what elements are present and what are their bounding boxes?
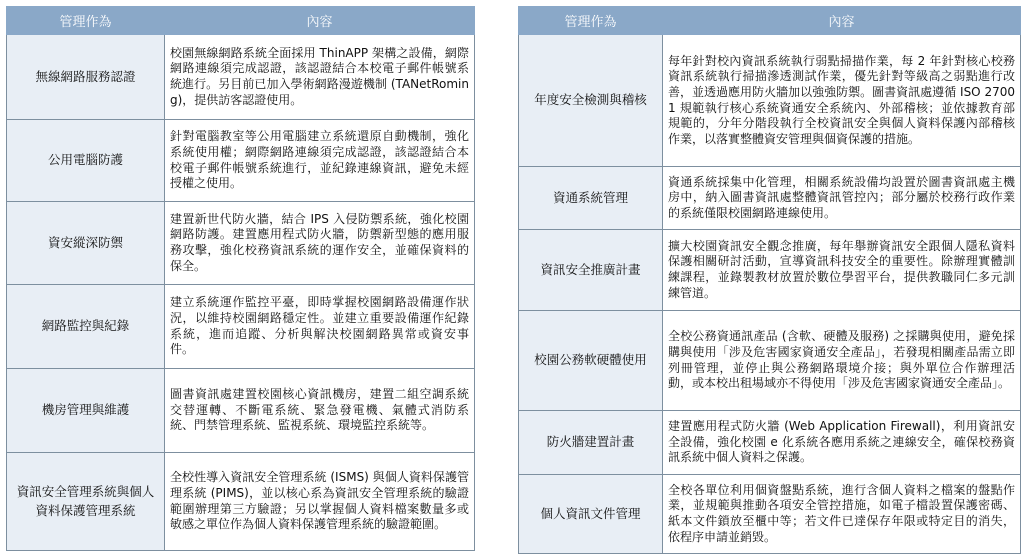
table-row [7,369,475,453]
row-content: 全校各單位利用個資盤點系統，進行含個人資料之檔案的盤點作業，並規範與推動各項安全管控措施，如電子檔設置保護密碼、紙本文件鎖放至櫃中等；若文件已達保存年限或特定目的消失，依程序申請並銷毀。 [663,475,1021,554]
header-content: 內容 [663,7,1021,35]
row-content: 建置應用程式防火牆 (Web Application Firewall)，利用資訊安全設備，強化校園 e 化系統各應用系統之連線安全，確保校務資訊系統中個人資料之保護。 [663,411,1021,475]
table-row [519,411,1021,475]
row-item: 無線網路服務認證 [7,35,165,120]
row-item: 防火牆建置計畫 [519,411,663,475]
table-header-row [519,7,1021,35]
table-row [7,120,475,202]
row-content: 全校性導入資訊安全管理系統 (ISMS) 與個人資料保護管理系統 (PIMS)，並以核心系為資訊安全管理系統的驗證範圍辦理第三方驗證；另以掌握個人資料檔案數量多或敏感之單位作為個人資料保護管理系統的驗證範圍。 [165,453,475,551]
row-item: 資通系統管理 [519,167,663,230]
row-content: 建置新世代防火牆，結合 IPS 入侵防禦系統，強化校園網路防護。建置應用程式防火牆，防禦新型態的應用服務攻擊，強化校務資訊系統的運作安全，並確保資料的保全。 [165,202,475,285]
row-item: 年度安全檢測與稽核 [519,35,663,167]
header-item: 管理作為 [7,7,165,35]
row-content: 建立系統運作監控平臺，即時掌握校園網路設備運作狀況，以維持校園網路穩定性。並建立重要設備運作紀錄系統，進而追蹤、分析與解決校園網路異常或資安事件。 [165,285,475,369]
row-item: 機房管理與維護 [7,369,165,453]
row-item: 網路監控與紀錄 [7,285,165,369]
table-row [7,453,475,551]
table-row [519,311,1021,411]
table-header-row [7,7,475,35]
table-row [7,285,475,369]
row-item: 公用電腦防護 [7,120,165,202]
left-management-table [6,6,475,551]
table-row [519,167,1021,230]
row-item: 校園公務軟硬體使用 [519,311,663,411]
table-row [519,35,1021,167]
right-management-table [518,6,1021,554]
header-content: 內容 [165,7,475,35]
row-content: 資通系統採集中化管理，相關系統設備均設置於圖書資訊處主機房中，納入圖書資訊處整體資訊管控內；部分屬於校務行政作業的系統僅限校園網路連線使用。 [663,167,1021,230]
row-item: 資訊安全管理系統與個人資料保護管理系統 [7,453,165,551]
header-item: 管理作為 [519,7,663,35]
row-content: 圖書資訊處建置校園核心資訊機房，建置二組空調系統交替運轉、不斷電系統、緊急發電機、氣體式消防系統、門禁管理系統、監視系統、環境監控系統等。 [165,369,475,453]
row-content: 每年針對校內資訊系統執行弱點掃描作業，每 2 年針對核心校務資訊系統執行掃描滲透測試作業，優先針對等級高之弱點進行改善，並透過應用防火牆加以強強防禦。圖書資訊處遵循 ISO 27001 規範執行核心系統資通安全系統內、外部稽核；並依據教育部規範的，分年分階段執行全校資訊安全與個人資料保護內部稽核作業，以落實整體資安管理與個資保護的措施。 [663,35,1021,167]
row-item: 個人資訊文件管理 [519,475,663,554]
row-item: 資安縱深防禦 [7,202,165,285]
row-content: 全校公務資通訊產品 (含軟、硬體及服務) 之採購與使用，避免採購與使用「涉及危害國家資通安全產品」，若發現相關產品需立即列冊管理，並停止與公務網路環境介接；與外單位合作辦理活動，或本校出租場域亦不得使用「涉及危害國家資通安全產品」。 [663,311,1021,411]
table-row [7,35,475,120]
table-row [519,230,1021,311]
table-row [7,202,475,285]
table-row [519,475,1021,554]
row-content: 針對電腦教室等公用電腦建立系統還原自動機制，強化系統使用權；網際網路連線須完成認證，該認證結合本校電子郵件帳號系統進行，並紀錄連線資訊，避免未經授權之使用。 [165,120,475,202]
row-item: 資訊安全推廣計畫 [519,230,663,311]
row-content: 擴大校園資訊安全觀念推廣，每年舉辦資訊安全跟個人隱私資料保護相關研討活動，宣導資訊科技安全的重要性。除辦理實體訓練課程，並錄製教材放置於數位學習平台，提供教職同仁多元訓練管道。 [663,230,1021,311]
row-content: 校園無線網路系統全面採用 ThinAPP 架構之設備，網際網路連線須完成認證，該認證結合本校電子郵件帳號系統進行。另目前已加入學術網路漫遊機制 (TANetRoming)，提供訪客認證使用。 [165,35,475,120]
